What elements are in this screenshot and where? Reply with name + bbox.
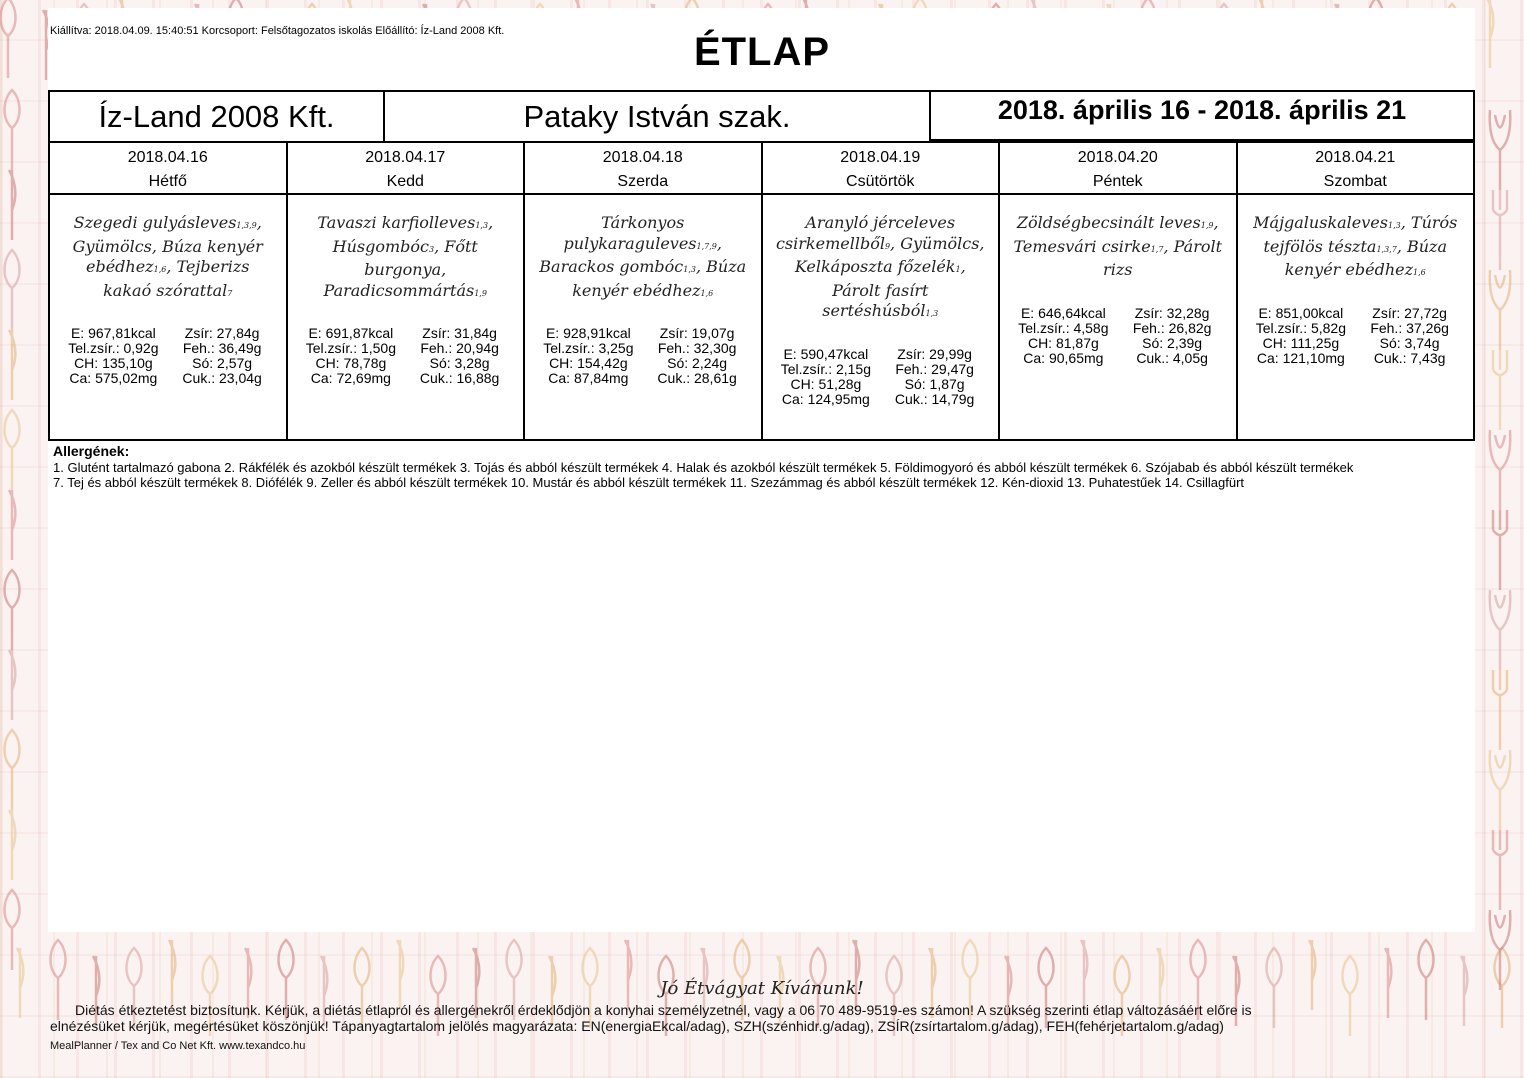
protein-value: Feh.: 32,30g (657, 340, 737, 356)
allergen-list (53, 444, 1353, 491)
menu-item-text: , Tejberizs kakaó szórattal (103, 257, 250, 300)
day-date: 2018.04.21 (1315, 149, 1396, 166)
menu-item-text: , Gyümölcs, Búza kenyér ebédhez (72, 213, 263, 276)
calcium-value: Ca: 90,65mg (1023, 349, 1104, 366)
allergen-codes: 1,7 (1150, 244, 1164, 254)
day-header (1238, 143, 1474, 195)
energy-value: E: 646,64kcal (1020, 304, 1106, 321)
carbohydrate-value: CH: 78,78g (315, 355, 387, 371)
utensil-icon (5, 890, 20, 970)
allergen-codes: 1,3 (925, 309, 939, 318)
nutrition-values (300, 326, 512, 386)
day-name: Kedd (386, 173, 424, 190)
utensil-icon (1490, 110, 1511, 190)
energy-value: E: 691,87kcal (308, 325, 394, 341)
day-column (1000, 143, 1238, 439)
menu-item-text: Zöldségbecsinált leves (1016, 213, 1201, 232)
day-menu-cell (1238, 195, 1474, 366)
menu-items (1012, 213, 1224, 284)
sugar-value: Cuk.: 4,05g (1136, 349, 1208, 366)
utensil-icon (1493, 670, 1507, 750)
allergen-codes: 1,3 (1387, 221, 1401, 230)
diet-note (50, 1002, 1475, 1034)
sugar-value: Cuk.: 7,43g (1373, 349, 1446, 366)
carbohydrate-value: CH: 51,28g (790, 375, 862, 392)
sugar-value: Cuk.: 28,61g (657, 370, 737, 386)
day-name: Péntek (1092, 173, 1143, 190)
salt-value: Só: 1,87g (904, 375, 965, 392)
day-header (525, 143, 761, 195)
day-menu-cell (288, 195, 524, 386)
day-name: Hétfő (148, 173, 187, 190)
sugar-value: Cuk.: 16,88g (419, 370, 500, 386)
protein-value: Feh.: 37,26g (1370, 319, 1449, 336)
saturated-fat-value: Tel.zsír.: 1,50g (305, 340, 397, 356)
utensil-icon (9, 490, 15, 560)
allergen-codes: 7 (227, 288, 233, 298)
saturated-fat-value: Tel.zsír.: 3,25g (543, 340, 634, 356)
utensil-icon (397, 940, 403, 1010)
menu-items (300, 213, 512, 304)
calcium-value: Ca: 72,69mg (310, 370, 391, 386)
bon-appetit-slogan: Jó Étvágyat Kívánunk! (660, 978, 864, 999)
day-column (288, 143, 526, 439)
day-menu-cell (763, 195, 999, 407)
allergen-codes: 1,3 (683, 265, 696, 274)
nutrition-values (775, 347, 987, 407)
menu-item-text: Tárkonyos pulykaraguleves (563, 213, 697, 253)
utensil-icon (1490, 750, 1511, 830)
day-column (50, 143, 288, 439)
allergen-codes: 3 (429, 244, 435, 254)
menu-item-text: , Főtt burgonya, Paradicsommártás (323, 236, 478, 300)
utensil-icon (169, 940, 175, 1010)
software-credit: MealPlanner / Tex and Co Net Kft. www.texandco.hu (50, 1040, 306, 1052)
carbohydrate-value: CH: 135,10g (74, 355, 153, 371)
allergen-codes: 1,3,7 (1376, 244, 1397, 254)
menu-item-text: , Búza kenyér ebédhez (1284, 236, 1448, 279)
carbohydrate-value: CH: 111,25g (1262, 334, 1340, 351)
day-column (525, 143, 763, 439)
menu-item-text: Tavaszi karfiolleves (317, 213, 476, 232)
day-date: 2018.04.18 (602, 149, 683, 166)
day-header (50, 143, 286, 195)
menu-items (775, 213, 987, 325)
utensil-icon (9, 170, 15, 240)
carbohydrate-value: CH: 81,87g (1027, 334, 1099, 351)
day-menu-cell (50, 195, 286, 386)
energy-value: E: 590,47kcal (783, 345, 869, 362)
menu-period: 2018. április 16 - 2018. április 21 (931, 92, 1473, 141)
day-column (763, 143, 1001, 439)
menu-item-text: , Túrós tejfölös tészta (1263, 213, 1458, 256)
day-menu-cell (1000, 195, 1236, 366)
day-name: Csütörtök (846, 173, 915, 190)
utensil-icon (1493, 830, 1507, 910)
menu-header-row (48, 90, 1475, 143)
energy-value: E: 851,00kcal (1258, 304, 1344, 321)
menu-item-text: , Párolt rizs (1103, 236, 1223, 279)
day-date: 2018.04.17 (365, 149, 446, 166)
salt-value: Só: 2,57g (192, 355, 253, 371)
day-column (1238, 143, 1474, 439)
allergen-codes: 1,6 (700, 288, 714, 298)
day-header (763, 143, 999, 195)
allergen-heading: Allergének: (53, 443, 130, 459)
salt-value: Só: 3,74g (1379, 334, 1440, 351)
menu-item-text: Szegedi gulyásleves (73, 213, 237, 232)
menu-item-text: Májgaluskaleves (1253, 213, 1388, 232)
utensil-icon (625, 940, 631, 1010)
utensil-icon (9, 330, 15, 400)
utensil-icon (1081, 940, 1087, 1010)
protein-value: Feh.: 29,47g (895, 360, 974, 377)
calcium-value: Ca: 124,95mg (781, 390, 870, 407)
day-name: Szombat (1323, 173, 1387, 190)
menu-item-text: , Búza kenyér ebédhez (572, 257, 747, 300)
nutrition-values (62, 326, 274, 386)
menu-item-text: , Húsgombóc (332, 213, 494, 256)
utensil-icon (9, 650, 15, 720)
school-name: Pataky István szak. (385, 92, 931, 141)
utensil-icon (5, 570, 20, 650)
utensil-icon (1493, 190, 1507, 270)
protein-value: Feh.: 36,49g (182, 340, 262, 356)
allergen-codes: 1,3 (475, 221, 489, 230)
salt-value: Só: 2,39g (1142, 334, 1203, 351)
day-date: 2018.04.19 (840, 149, 921, 166)
allergen-codes: 1,9 (474, 288, 487, 298)
day-header (288, 143, 524, 195)
menu-items (537, 213, 749, 304)
utensil-icon (5, 90, 20, 170)
protein-value: Feh.: 20,94g (420, 340, 499, 356)
utensil-icon (9, 810, 15, 880)
allergen-codes: 1,3,9 (236, 221, 257, 230)
protein-value: Feh.: 26,82g (1132, 319, 1212, 336)
diet-note-line: Diétás étkeztetést biztosítunk. Kérjük, a diétás étlapról és allergénekről érdeklődjön a konyhai személyzetnél, vagy a 06 70 489-9519-es számon! A szükség szerinti étlap változásáért előre is (75, 1002, 1252, 1018)
calcium-value: Ca: 87,84mg (548, 370, 629, 386)
salt-value: Só: 3,28g (429, 355, 490, 371)
allergen-codes: 1 (955, 265, 961, 274)
utensil-icon (1309, 940, 1315, 1010)
allergen-codes: 1,9 (1200, 221, 1214, 230)
utensil-icon (1493, 510, 1507, 590)
allergen-codes: 1,7,9 (696, 241, 717, 251)
weekly-menu-table (48, 143, 1475, 441)
energy-value: E: 928,91kcal (545, 325, 631, 341)
utensil-icon (1490, 430, 1511, 510)
day-menu-cell (525, 195, 761, 386)
utensil-icon (1490, 590, 1511, 670)
saturated-fat-value: Tel.zsír.: 0,92g (68, 340, 159, 356)
allergen-codes: 1,6 (153, 265, 167, 274)
calcium-value: Ca: 575,02mg (69, 370, 158, 386)
fat-value: Zsír: 19,07g (659, 325, 735, 341)
menu-items (1250, 213, 1462, 284)
page-title: ÉTLAP (693, 30, 831, 74)
menu-item-text: , Barackos gombóc (539, 233, 722, 276)
utensil-icon (1490, 270, 1511, 350)
fat-value: Zsír: 31,84g (422, 325, 497, 341)
saturated-fat-value: Tel.zsír.: 2,15g (780, 360, 872, 377)
menu-item-text: , Párolt fasírt sertéshúsból (822, 257, 966, 320)
saturated-fat-value: Tel.zsír.: 5,82g (1255, 319, 1347, 336)
carbohydrate-value: CH: 154,42g (549, 355, 628, 371)
day-date: 2018.04.20 (1077, 149, 1158, 166)
issued-info: Kiállítva: 2018.04.09. 15:40:51 Korcsoport: Felsőtagozatos iskolás Előállító: Íz-Land 2008 Kft. (50, 25, 505, 37)
day-date: 2018.04.16 (127, 149, 208, 166)
menu-item-text: Aranyló jérceleves csirkemellből (775, 213, 956, 253)
calcium-value: Ca: 121,10mg (1256, 349, 1345, 366)
sugar-value: Cuk.: 14,79g (894, 390, 975, 407)
energy-value: E: 967,81kcal (70, 325, 156, 341)
allergen-line: 1. Glutént tartalmazó gabona 2. Rákfélék és azokból készült termékek 3. Tojás és abból készült termékek 4. Halak és azokból készült termékek 5. Földimogyoró és abból készült termékek 6. Szójabab és abból készült termékek (53, 459, 1354, 475)
menu-item-text: , Gyümölcs, Kelkáposzta főzelék (794, 233, 985, 276)
nutrition-values (537, 326, 749, 386)
saturated-fat-value: Tel.zsír.: 4,58g (1018, 319, 1109, 336)
company-name: Íz-Land 2008 Kft. (50, 92, 385, 141)
salt-value: Só: 2,24g (667, 355, 728, 371)
diet-note-line: elnézésüket kérjük, megértésüket köszönjük! Tápanyagtartalom jelölés magyarázata: EN(energiaEkcal/adag), SZH(szénhidr.g/adag), ZSÍR(zsírtartalom.g/adag), FEH(fehérjetartalom.g/adag) (50, 1018, 1224, 1034)
utensil-icon (853, 940, 859, 1010)
utensil-icon (5, 250, 20, 330)
day-name: Szerda (617, 173, 669, 190)
utensil-icon (5, 410, 20, 490)
fat-value: Zsír: 27,84g (184, 325, 260, 341)
allergen-codes: 9 (884, 241, 891, 251)
nutrition-values (1012, 306, 1224, 366)
sugar-value: Cuk.: 23,04g (182, 370, 262, 386)
nutrition-values (1250, 306, 1462, 366)
menu-items (62, 213, 274, 304)
fat-value: Zsír: 32,28g (1134, 304, 1210, 321)
allergen-codes: 1,6 (1413, 268, 1426, 277)
fat-value: Zsír: 27,72g (1372, 304, 1447, 321)
allergen-line: 7. Tej és abból készült termékek 8. Diófélék 9. Zeller és abból készült termékek 10. Mustár és abból készült termékek 11. Szezámmag és abból készült termékek 12. Kén-dioxid 13. Puhatestűek 14. Csillagfürt (53, 475, 1245, 490)
utensil-icon (5, 730, 20, 810)
menu-item-text: , Temesvári csirke (1013, 213, 1219, 256)
day-header (1000, 143, 1236, 195)
utensil-icon (1493, 350, 1507, 430)
fat-value: Zsír: 29,99g (897, 345, 972, 362)
